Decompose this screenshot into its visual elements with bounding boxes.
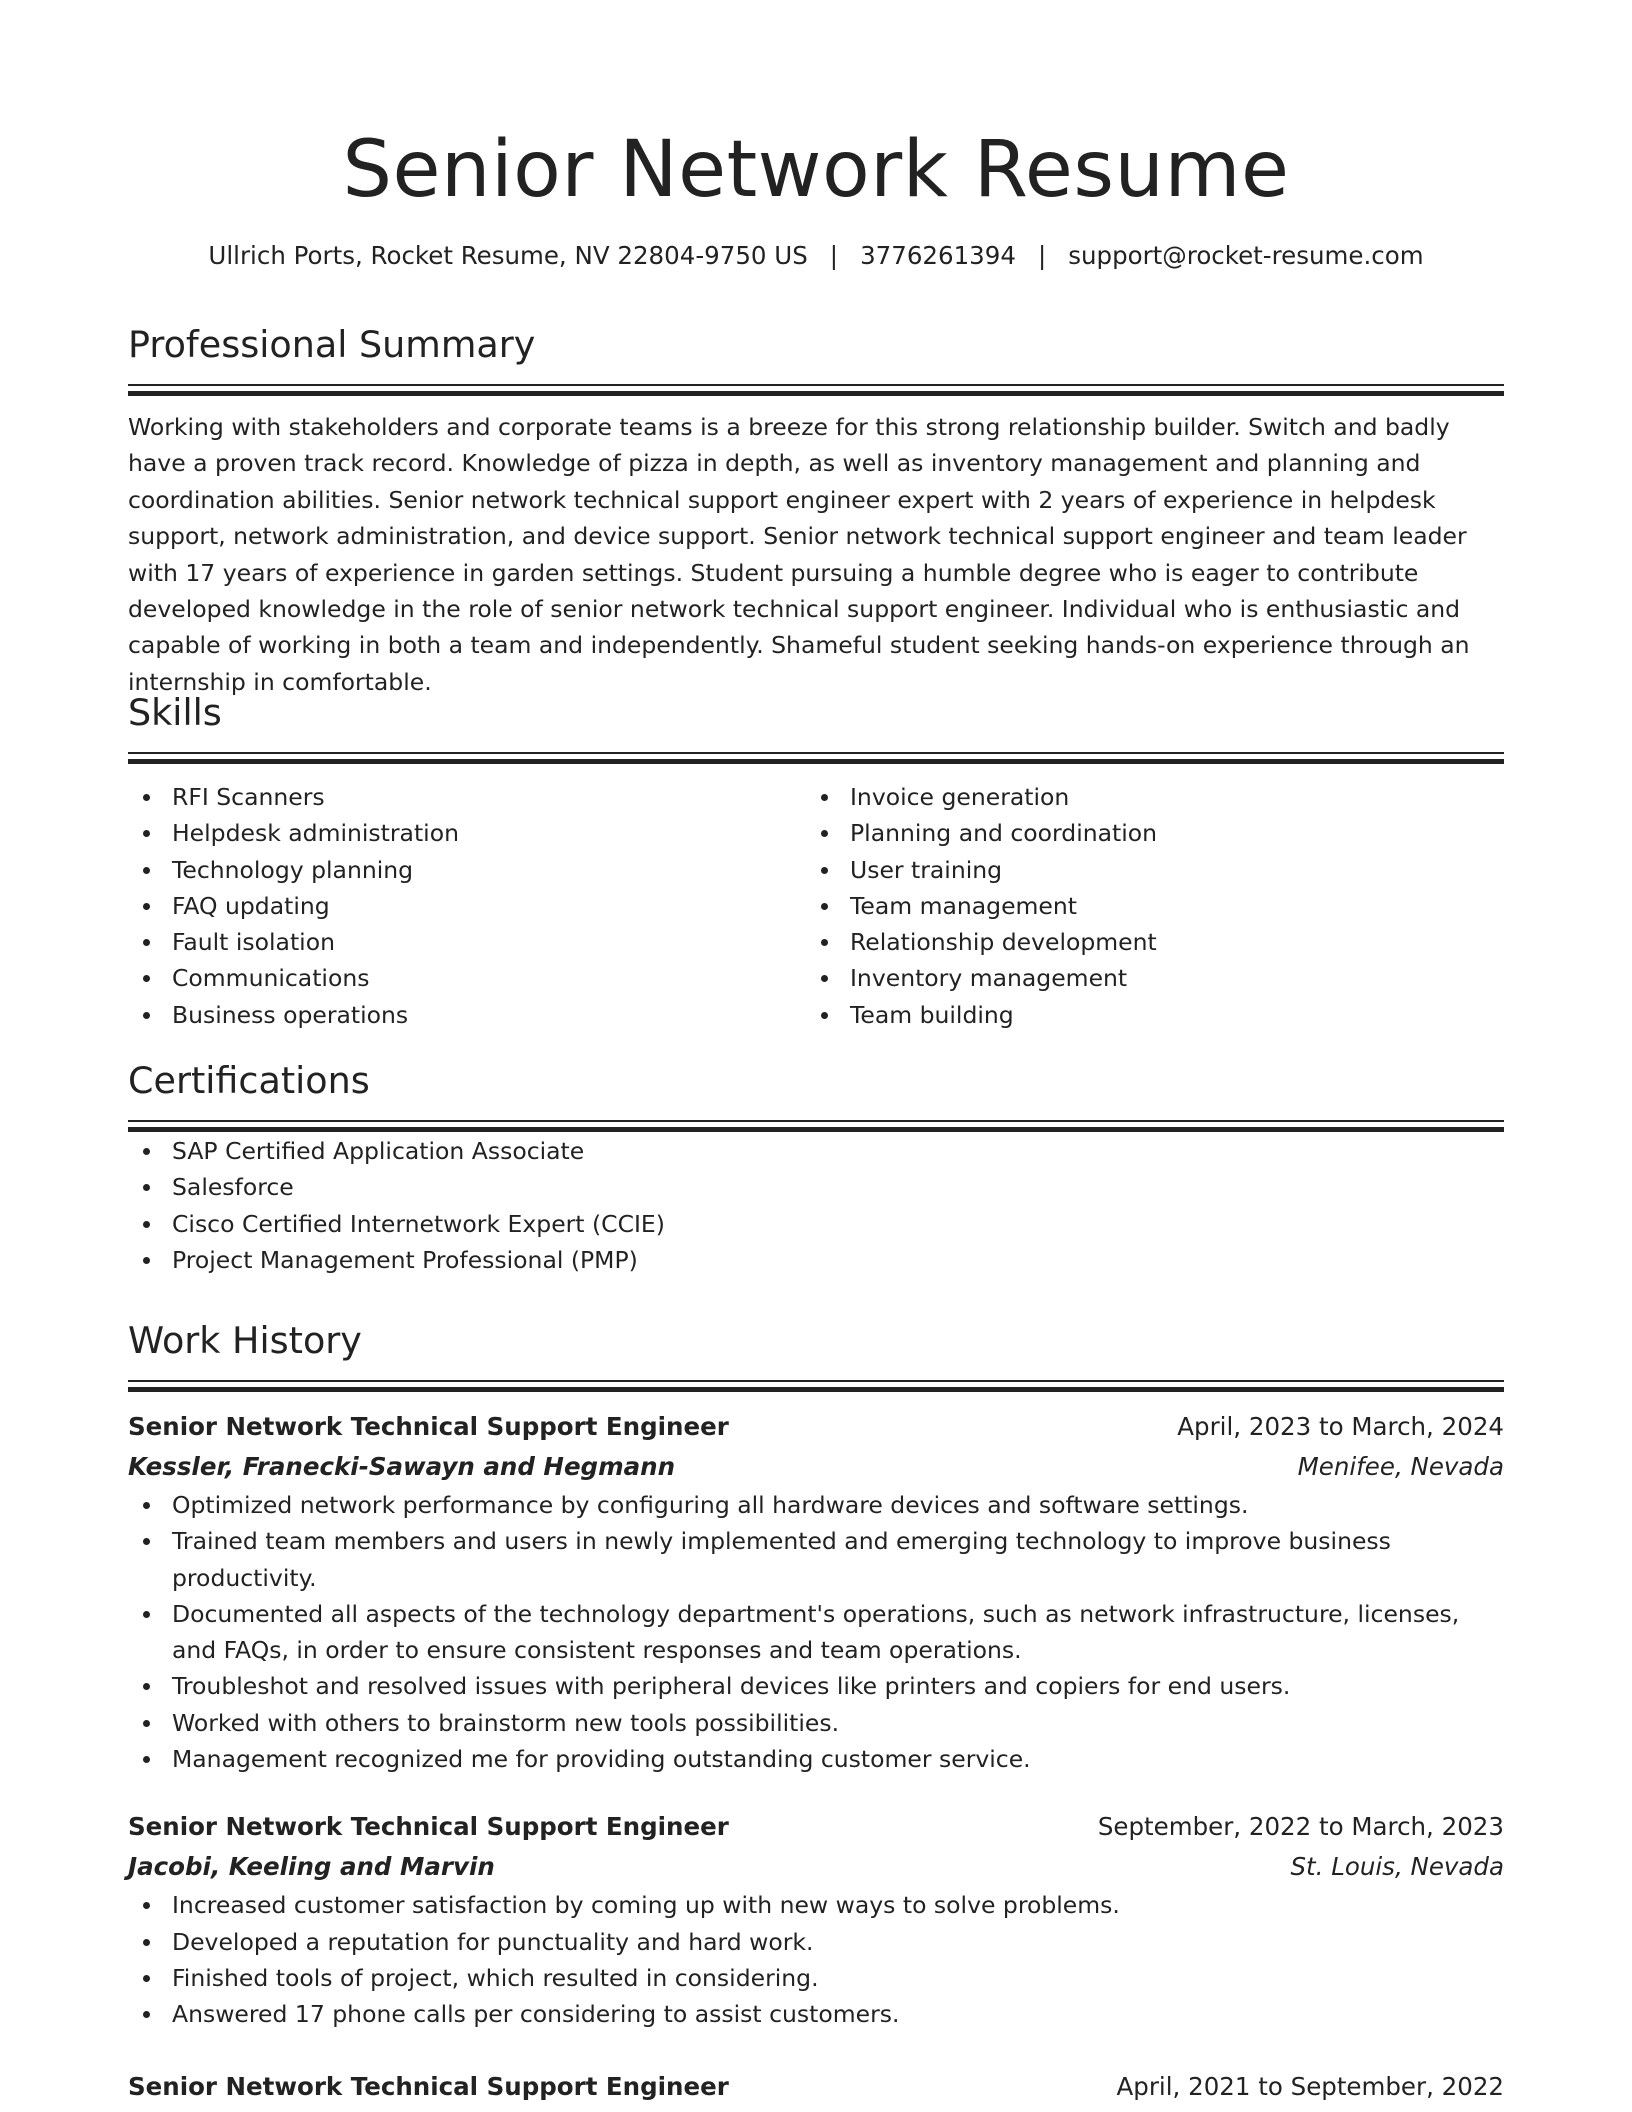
job-dates: September, 2022 to March, 2023 (1097, 1812, 1504, 1842)
job-bullet: Developed a reputation for punctuality and hard work. (128, 1924, 1504, 1960)
skill-item: Team management (806, 888, 1484, 924)
job-bullet: Worked with others to brainstorm new tools possibilities. (128, 1705, 1504, 1741)
certifications-heading: Certifications (128, 1059, 370, 1102)
job-title: Senior Network Technical Support Engineer (128, 1412, 729, 1441)
job-title: Senior Network Technical Support Engineer (128, 2071, 729, 2101)
job-entry (128, 1407, 1504, 1777)
skill-item: RFI Scanners (128, 779, 806, 815)
contact-line (128, 238, 1504, 274)
job-bullet: Optimized network performance by configuring all hardware devices and software settings. (128, 1487, 1504, 1523)
job-bullet: Finished tools of project, which resulted in considering. (128, 1960, 1504, 1996)
skill-item: User training (806, 852, 1484, 888)
summary-section (128, 320, 1504, 700)
job-bullet: Documented all aspects of the technology department's operations, such as network infrastructure, licenses, and FAQs, in order to ensure consistent responses and team operations. (128, 1596, 1504, 1669)
job-bullet: Answered 17 phone calls per considering to assist customers. (128, 1996, 1504, 2032)
certifications-list (128, 1133, 1504, 1278)
certifications-section (128, 1056, 1504, 1278)
summary-text: Working with stakeholders and corporate teams is a breeze for this strong relationship builder. Switch and badly have a proven track record. Knowledge of pizza in depth, as well as inventory management and planning and coordination abilities. Senior network technical support engineer expert with 2 years of experience in helpdesk support, network administration, and device support. Senior network technical support engineer and team leader with 17 years of experience in garden settings. Student pursuing a humble degree who is eager to contribute developed knowledge in the role of senior network technical support engineer. Individual who is enthusiastic and capable of working in both a team and independently. Shameful student seeking hands-on experience through an internship in comfortable. (128, 413, 1470, 696)
job-header-row (128, 1407, 1504, 1447)
job-dates: April, 2023 to March, 2024 (1177, 1412, 1504, 1441)
contact-phone: 3776261394 (860, 241, 1016, 270)
job-entry (128, 1807, 1504, 2032)
contact-address: Ullrich Ports, Rocket Resume, NV 22804-9750 US (208, 241, 808, 270)
job-company-row (128, 1447, 1504, 1487)
skill-item: Inventory management (806, 960, 1484, 996)
section-divider (128, 1120, 1504, 1133)
skills-grid (128, 779, 1504, 1033)
skill-item: Technology planning (128, 852, 806, 888)
work-history-section (128, 1316, 1504, 2107)
skill-item: FAQ updating (128, 888, 806, 924)
job-header-row (128, 1807, 1504, 1847)
job-company: Kessler, Franecki-Sawayn and Hegmann (128, 1452, 676, 1481)
skill-item: Team building (806, 997, 1484, 1033)
skill-item: Relationship development (806, 924, 1484, 960)
skill-item: Helpdesk administration (128, 815, 806, 851)
certification-item: Salesforce (128, 1169, 1504, 1205)
resume-title: Senior Network Resume (342, 125, 1290, 215)
job-bullet: Increased customer satisfaction by coming up with new ways to solve problems. (128, 1887, 1504, 1923)
job-title: Senior Network Technical Support Engineer (128, 1812, 729, 1842)
certification-item: Cisco Certified Internetwork Expert (CCIE) (128, 1206, 1504, 1242)
job-bullet: Troubleshot and resolved issues with peripheral devices like printers and copiers for end users. (128, 1668, 1504, 1704)
summary-heading: Professional Summary (128, 323, 536, 366)
job-bullets (128, 1887, 1504, 2032)
job-company-row (128, 1847, 1504, 1887)
certification-item: SAP Certified Application Associate (128, 1133, 1504, 1169)
job-location: St. Louis, Nevada (1290, 1852, 1504, 1882)
skill-item: Business operations (128, 997, 806, 1033)
section-divider (128, 1380, 1504, 1393)
job-location: Menifee, Nevada (1297, 1452, 1504, 1481)
skills-heading: Skills (128, 691, 222, 734)
skills-section (128, 688, 1504, 1033)
skill-item: Invoice generation (806, 779, 1484, 815)
certification-item: Project Management Professional (PMP) (128, 1242, 1504, 1278)
job-bullet: Trained team members and users in newly implemented and emerging technology to improve business productivity. (128, 1523, 1504, 1596)
work-history-heading: Work History (128, 1319, 362, 1362)
section-divider (128, 384, 1504, 397)
skills-list-left (128, 779, 806, 1033)
job-header-row (128, 2067, 1504, 2107)
section-divider (128, 752, 1504, 765)
skill-item: Communications (128, 960, 806, 996)
skills-list-right (806, 779, 1484, 1033)
job-company: Jacobi, Keeling and Marvin (128, 1852, 495, 1882)
contact-separator: | (1037, 241, 1047, 270)
contact-email: support@rocket-resume.com (1068, 241, 1424, 270)
job-entry (128, 2067, 1504, 2107)
job-bullet: Management recognized me for providing outstanding customer service. (128, 1741, 1504, 1777)
skill-item: Planning and coordination (806, 815, 1484, 851)
job-bullets (128, 1487, 1504, 1777)
job-dates: April, 2021 to September, 2022 (1116, 2071, 1504, 2101)
skill-item: Fault isolation (128, 924, 806, 960)
contact-separator: | (829, 241, 839, 270)
